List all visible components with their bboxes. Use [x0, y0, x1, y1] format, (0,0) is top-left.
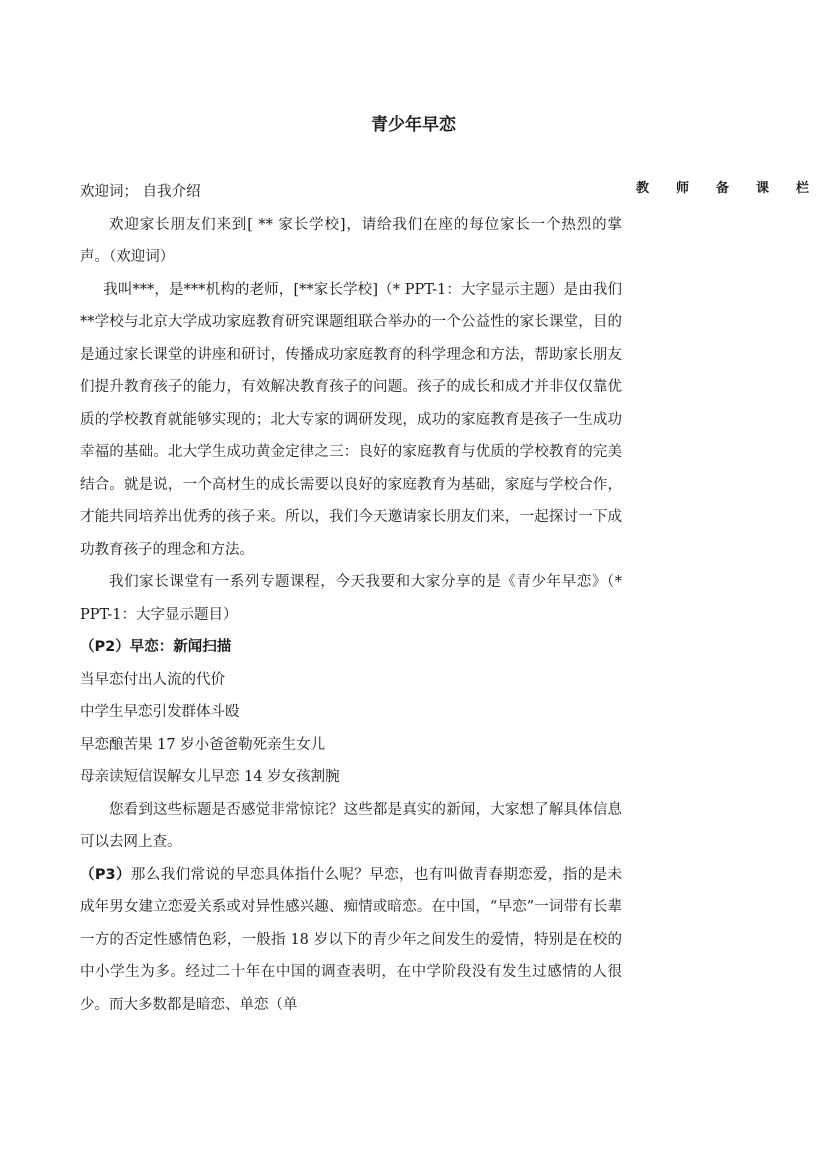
teacher-notes-header [636, 177, 809, 196]
teacher-notes-char: 师 [675, 181, 689, 196]
intro-heading: 欢迎词； 自我介绍 [80, 184, 201, 200]
teacher-notes-char: 栏 [795, 181, 809, 196]
welcome-paragraph: 欢迎家长朋友们来到[ ** 家长学校]，请给我们在座的每位家长一个热烈的掌声。（欢迎词） [80, 216, 622, 265]
news-headline: 当早恋付出人流的代价 [80, 671, 225, 688]
news-comment-paragraph: 您看到这些标题是否感觉非常惊诧？这些都是真实的新闻，大家想了解具体信息可以去网上查。 [80, 801, 622, 850]
topic-paragraph: 我们家长课堂有一系列专题课程，今天我要和大家分享的是《青少年早恋》（* PPT-1：大字显示题目） [80, 574, 622, 623]
teacher-notes-char: 教 [636, 181, 650, 196]
news-headline: 母亲读短信误解女儿早恋 14 岁女孩割腕 [80, 769, 340, 785]
document-title: 青少年早恋 [371, 115, 456, 135]
p3-text: 那么我们常说的早恋具体指什么呢？早恋，也有叫做青春期恋爱，指的是未成年男女建立恋爱关系或对异性感兴趣、痴情或暗恋。在中国，“早恋”一词带有长辈一方的否定性感情色彩，一般指 18 岁以下的青少年之间发生的爱情，特别是在校的中小学生为多。经过二十年在中国的调查表明，在中学阶段没有发生过感情的人很少。而大多数都是暗恋、单恋（单 [80, 866, 623, 1013]
definition-paragraph-p3 [80, 859, 622, 1022]
self-intro-paragraph: 我叫***，是***机构的老师，[**家长学校]（* PPT-1：大字显示主题）是由我们**学校与北京大学成功家庭教育研究课题组联合举办的一个公益性的家长课堂，目的是通过家长课堂的讲座和研讨，传播成功家庭教育的科学理念和方法，帮助家长朋友们提升教育孩子的能力，有效解决教育孩子的问题。孩子的成长和成才并非仅仅靠优质的学校教育就能够实现的；北大专家的调研发现，成功的家庭教育是孩子一生成功幸福的基础。北大学生成功黄金定律之三：良好的家庭教育与优质的学校教育的完美结合。就是说，一个高材生的成长需要以良好的家庭教育为基础，家庭与学校合作，才能共同培养出优秀的孩子来。所以，我们今天邀请家长朋友们来，一起探讨一下成功教育孩子的理念和方法。 [80, 281, 622, 558]
document-body [80, 176, 622, 1021]
news-headline: 早恋酿苦果 17 岁小爸爸勒死亲生女儿 [80, 736, 326, 753]
news-headline: 中学生早恋引发群体斗殴 [80, 704, 240, 720]
teacher-notes-char: 备 [715, 181, 729, 196]
teacher-notes-char: 课 [755, 181, 769, 196]
section-heading-p2: （P2）早恋：新闻扫描 [80, 639, 232, 655]
p3-label: （P3） [80, 866, 131, 883]
